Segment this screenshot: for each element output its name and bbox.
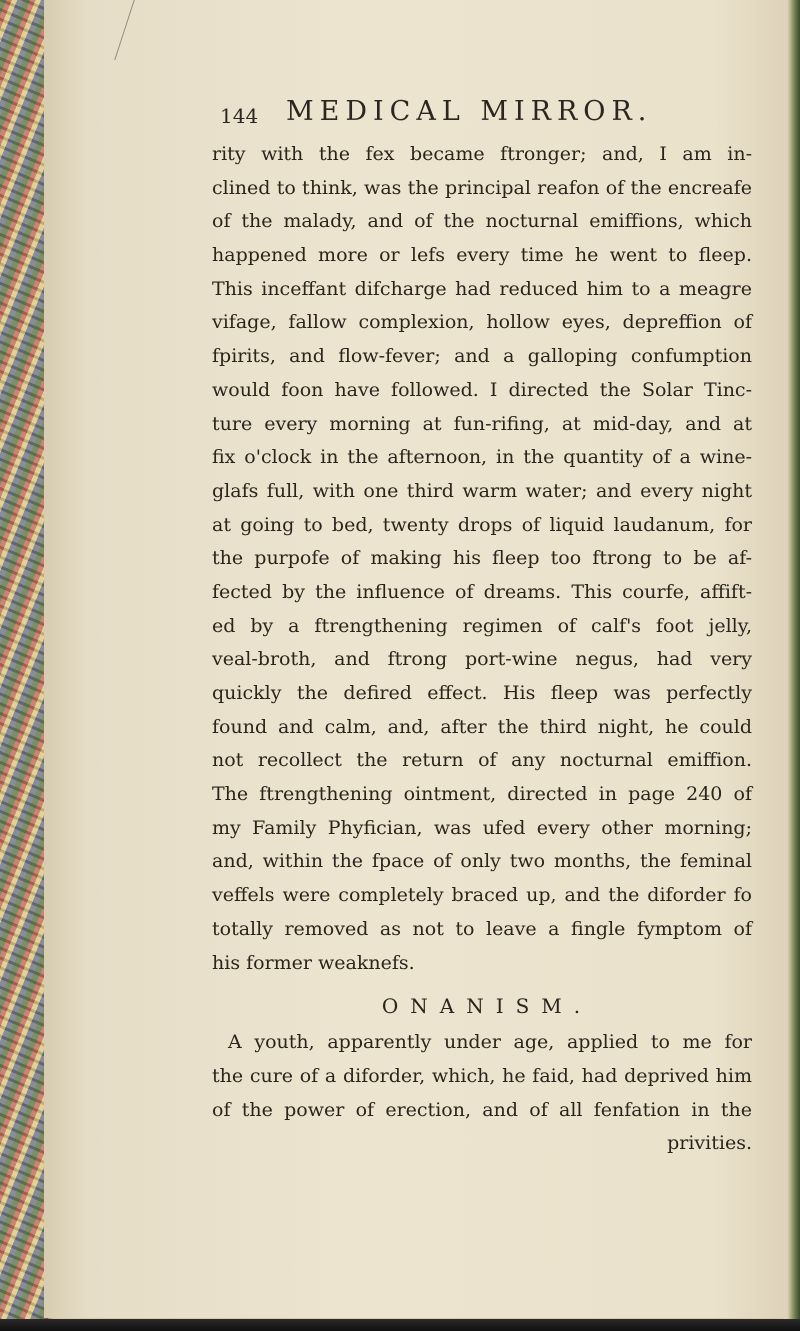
- text-line: This inceffant difcharge had reduced him to a meagre: [212, 277, 752, 300]
- text-line: found and calm, and, after the third night, he could: [212, 715, 752, 738]
- text-line: glafs full, with one third warm water; and every night: [212, 479, 752, 502]
- text-line: The ftrengthening ointment, directed in page 240 of: [212, 783, 752, 806]
- text-line: the cure of a diforder, which, he faid, had deprived him: [212, 1064, 752, 1087]
- text-line: privities.: [667, 1132, 752, 1155]
- text-line: of the malady, and of the nocturnal emiffions, which: [212, 210, 752, 233]
- text-line: veffels were completely braced up, and the diforder fo: [212, 884, 752, 907]
- section-title: ONANISM.: [381, 994, 593, 1019]
- text-line: and, within the fpace of only two months, the feminal: [212, 850, 752, 873]
- text-line: ed by a ftrengthening regimen of calf's foot jelly,: [212, 614, 752, 637]
- text-line: A youth, apparently under age, applied to me for: [228, 1031, 752, 1054]
- text-line: fpirits, and flow-fever; and a galloping confumption: [212, 345, 752, 368]
- text-line: not recollect the return of any nocturnal emiffion.: [212, 749, 752, 772]
- text-line: my Family Phyfician, was ufed every other morning;: [212, 816, 752, 839]
- marbled-binding: [0, 0, 48, 1331]
- text-line: ture every morning at fun-rifing, at mid-day, and at: [212, 412, 752, 435]
- text-line: of the power of erection, and of all fenfation in the: [212, 1098, 752, 1121]
- text-line: fected by the influence of dreams. This courfe, affift-: [212, 580, 752, 603]
- page-number: 144: [220, 104, 259, 128]
- bottom-edge: [0, 1319, 800, 1331]
- text-line: quickly the defired effect. His fleep was perfectly: [212, 682, 752, 704]
- paragraph-2: [212, 1026, 752, 1161]
- text-line: rity with the fex became ftronger; and, I am in-: [212, 143, 752, 165]
- body-text: [212, 138, 752, 1161]
- book-page: [44, 0, 788, 1318]
- text-line: the purpofe of making his fleep too ftrong to be af-: [212, 547, 752, 570]
- pencil-mark: [90, 0, 134, 60]
- text-line: totally removed as not to leave a fingle fymptom of: [212, 917, 752, 940]
- text-line: happened more or lefs every time he went to fleep.: [212, 244, 752, 267]
- text-line: at going to bed, twenty drops of liquid laudanum, for: [212, 513, 752, 536]
- text-line: fix o'clock in the afternoon, in the quantity of a wine-: [212, 446, 752, 469]
- text-line: his former weaknefs.: [212, 951, 415, 974]
- running-head: MEDICAL MIRROR.: [286, 96, 653, 127]
- text-line: vifage, fallow complexion, hollow eyes, depreffion of: [212, 311, 752, 334]
- text-line: veal-broth, and ftrong port-wine negus, had very: [212, 648, 752, 671]
- text-line: clined to think, was the principal reafon of the encreafe: [212, 176, 752, 199]
- text-line: would foon have followed. I directed the Solar Tinc-: [212, 378, 752, 401]
- paragraph-1: [212, 138, 752, 980]
- page-header: [220, 96, 740, 136]
